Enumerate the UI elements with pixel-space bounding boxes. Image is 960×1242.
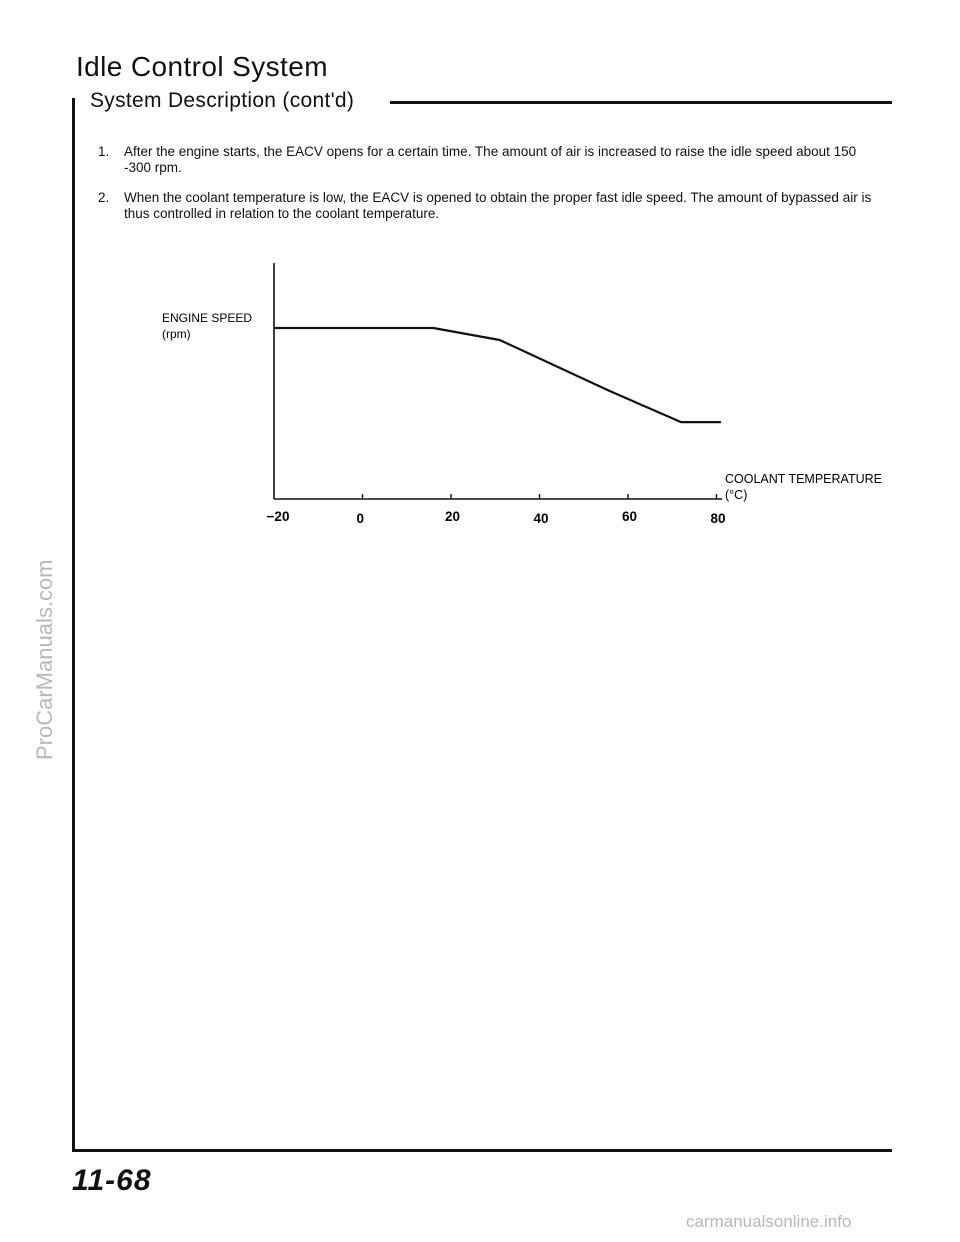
chart-axes <box>274 263 722 499</box>
watermark-bottom: carmanualsonline.info <box>686 1212 852 1231</box>
bottom-frame-line <box>72 1149 892 1152</box>
paragraph-1-number: 1. <box>98 144 110 159</box>
x-tick-label: 40 <box>533 511 549 526</box>
watermark-left: ProCarManuals.com <box>32 559 57 760</box>
paragraph-2 <box>98 190 898 224</box>
x-axis-unit: (°C) <box>725 488 748 502</box>
series-line-0 <box>274 328 721 422</box>
y-axis-unit: (rpm) <box>162 327 191 341</box>
x-tick-label: 0 <box>356 511 365 526</box>
x-tick-label: 20 <box>445 509 461 524</box>
page-title: Idle Control System <box>76 51 328 82</box>
page-number: 11-68 <box>72 1164 152 1197</box>
header-rule <box>390 101 892 104</box>
x-tick-label: 60 <box>622 509 638 524</box>
paragraph-2-number: 2. <box>98 190 110 205</box>
paragraph-2-text: When the coolant temperature is low, the EACV is opened to obtain the proper fast idle speed. The amount of bypassed air is thus controlled in relation to the coolant temperature. <box>124 190 872 221</box>
engine-speed-chart <box>150 255 910 545</box>
x-tick-label: −20 <box>266 509 290 524</box>
x-tick-label: 80 <box>710 511 726 526</box>
paragraph-1 <box>98 144 898 178</box>
y-axis-label: ENGINE SPEED <box>162 311 253 325</box>
paragraph-1-text: After the engine starts, the EACV opens for a certain time. The amount of air is increased to raise the idle speed about 150 -300 rpm. <box>124 144 857 175</box>
left-frame-line <box>72 98 75 1152</box>
x-axis-label: COOLANT TEMPERATURE <box>725 472 882 486</box>
section-title: System Description (cont'd) <box>90 89 355 112</box>
chart-series <box>274 328 721 422</box>
